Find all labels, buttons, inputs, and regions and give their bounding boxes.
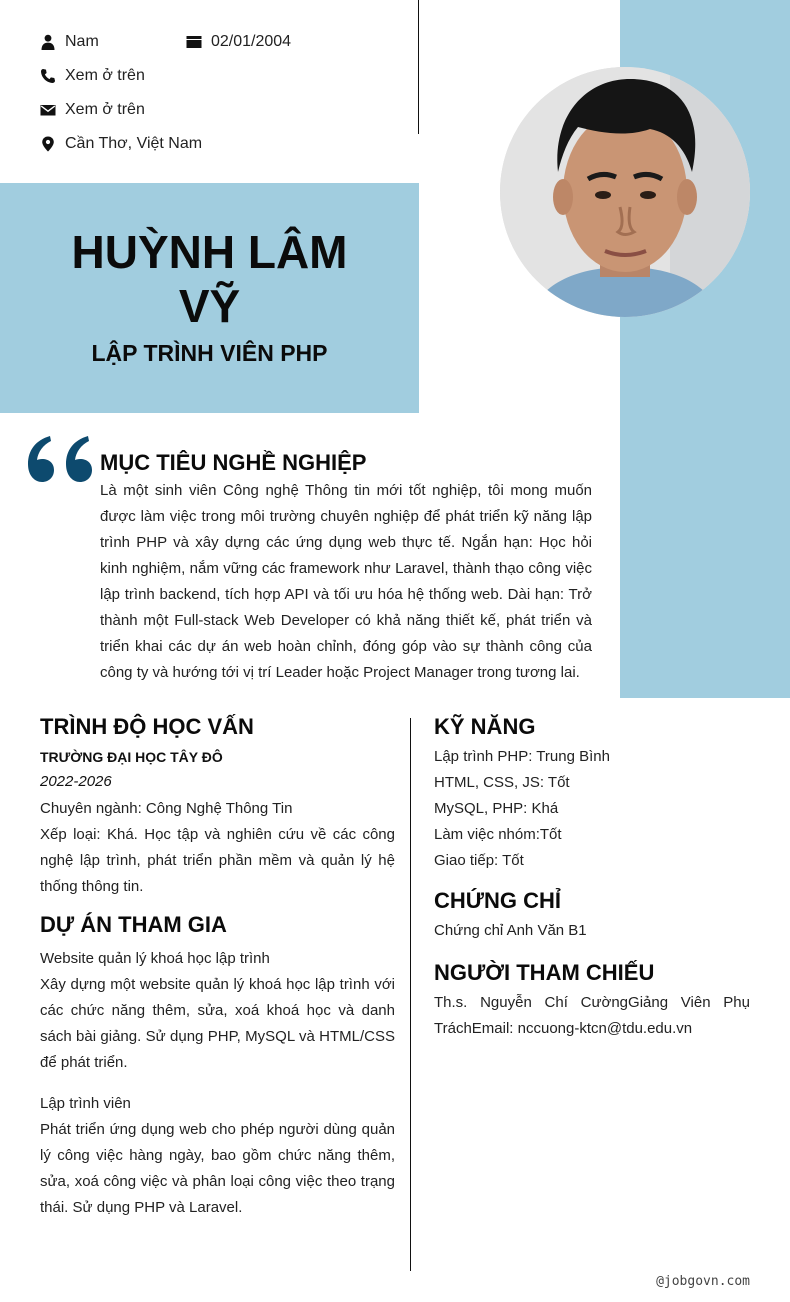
project-name: Lập trình viên xyxy=(40,1095,131,1112)
profile-photo xyxy=(500,67,750,317)
reference-text: Th.s. Nguyễn Chí CườngGiảng Viên Phụ TráchEmail: nccuong-ktcn@tdu.edu.vn xyxy=(434,994,750,1037)
references-section xyxy=(434,960,750,1042)
left-column xyxy=(40,714,395,1221)
school-name: TRƯỜNG ĐẠI HỌC TÂY ĐÔ xyxy=(40,749,223,765)
skill-item: Làm việc nhóm:Tốt xyxy=(434,826,562,843)
contact-phone xyxy=(40,67,145,85)
gender-text: Nam xyxy=(65,33,99,50)
education-section xyxy=(40,714,395,900)
skill-item: HTML, CSS, JS: Tốt xyxy=(434,774,570,791)
skill-item: MySQL, PHP: Khá xyxy=(434,800,559,817)
education-description: Xếp loại: Khá. Học tập và nghiên cứu về các công nghệ lập trình, phát triển phần mềm và quản lý hệ thống thông tin. xyxy=(40,826,395,895)
contact-email xyxy=(40,101,145,119)
phone-icon xyxy=(40,68,56,84)
map-pin-icon xyxy=(40,136,56,152)
contact-gender xyxy=(40,33,99,51)
contact-birthday xyxy=(186,33,291,51)
project-description: Phát triển ứng dụng web cho phép người dùng quản lý công việc hàng ngày, bao gồm chức năng thêm, sửa, xoá công việc và phân loại công việc theo trạng thái. Sử dụng PHP và Laravel. xyxy=(40,1121,395,1216)
project-description: Xây dựng một website quản lý khoá học lập trình với các chức năng thêm, sửa, xoá khoá học và danh sách bài giảng. Sử dụng PHP, MySQL và HTML/CSS để phát triển. xyxy=(40,976,395,1071)
right-column xyxy=(434,714,750,1042)
certificate-item: Chứng chỉ Anh Văn B1 xyxy=(434,922,587,939)
certificates-title: CHỨNG CHỈ xyxy=(434,888,562,913)
skill-item: Giao tiếp: Tốt xyxy=(434,852,524,869)
project-name: Website quản lý khoá học lập trình xyxy=(40,950,270,967)
project-item xyxy=(40,946,395,1076)
address-text: Cần Thơ, Việt Nam xyxy=(65,135,203,152)
watermark: @jobgovn.com xyxy=(656,1274,750,1289)
candidate-name xyxy=(0,225,419,333)
skills-section xyxy=(434,714,750,874)
phone-text: Xem ở trên xyxy=(65,67,145,84)
certificates-section xyxy=(434,888,750,944)
name-line-2: VỸ xyxy=(178,280,241,332)
email-text: Xem ở trên xyxy=(65,101,145,118)
skills-title: KỸ NĂNG xyxy=(434,714,536,739)
birthday-text: 02/01/2004 xyxy=(211,33,292,50)
education-title: TRÌNH ĐỘ HỌC VẤN xyxy=(40,714,254,739)
contact-address xyxy=(40,135,202,153)
career-objective-section xyxy=(100,450,592,686)
major: Chuyên ngành: Công Nghệ Thông Tin xyxy=(40,800,293,817)
calendar-icon xyxy=(186,34,202,50)
projects-title: DỰ ÁN THAM GIA xyxy=(40,912,227,937)
study-years: 2022-2026 xyxy=(40,773,112,790)
skill-item: Lập trình PHP: Trung Bình xyxy=(434,748,610,765)
references-title: NGƯỜI THAM CHIẾU xyxy=(434,960,655,985)
avatar xyxy=(500,67,750,317)
project-item xyxy=(40,1091,395,1221)
header-divider xyxy=(418,0,419,134)
quote-mark-icon xyxy=(20,432,92,484)
objective-text: Là một sinh viên Công nghệ Thông tin mới tốt nghiệp, tôi mong muốn được làm việc trong môi trường chuyên nghiệp để phát triển kỹ năng lập trình PHP và xây dựng các ứng dụng web thực tế. Ngắn hạn: Học hỏi kinh nghiệm, nắm vững các framework như Laravel, thành thạo công việc lập trình backend, tích hợp API và tối ưu hóa hệ thống web. Dài hạn: Trở thành một Full-stack Web Developer có khả năng thiết kế, phát triển và triển khai các dự án web hoàn chỉnh, đóng góp vào sự thành công của công ty và hướng tới vị trí Leader hoặc Project Manager trong tương lai. xyxy=(100,482,592,681)
envelope-icon xyxy=(40,102,56,118)
projects-section xyxy=(40,912,395,1221)
name-line-1: HUỲNH LÂM xyxy=(71,226,348,278)
column-divider xyxy=(410,718,411,1271)
job-title: LẬP TRÌNH VIÊN PHP xyxy=(91,340,328,366)
person-icon xyxy=(40,34,56,50)
objective-title: MỤC TIÊU NGHỀ NGHIỆP xyxy=(100,450,367,475)
